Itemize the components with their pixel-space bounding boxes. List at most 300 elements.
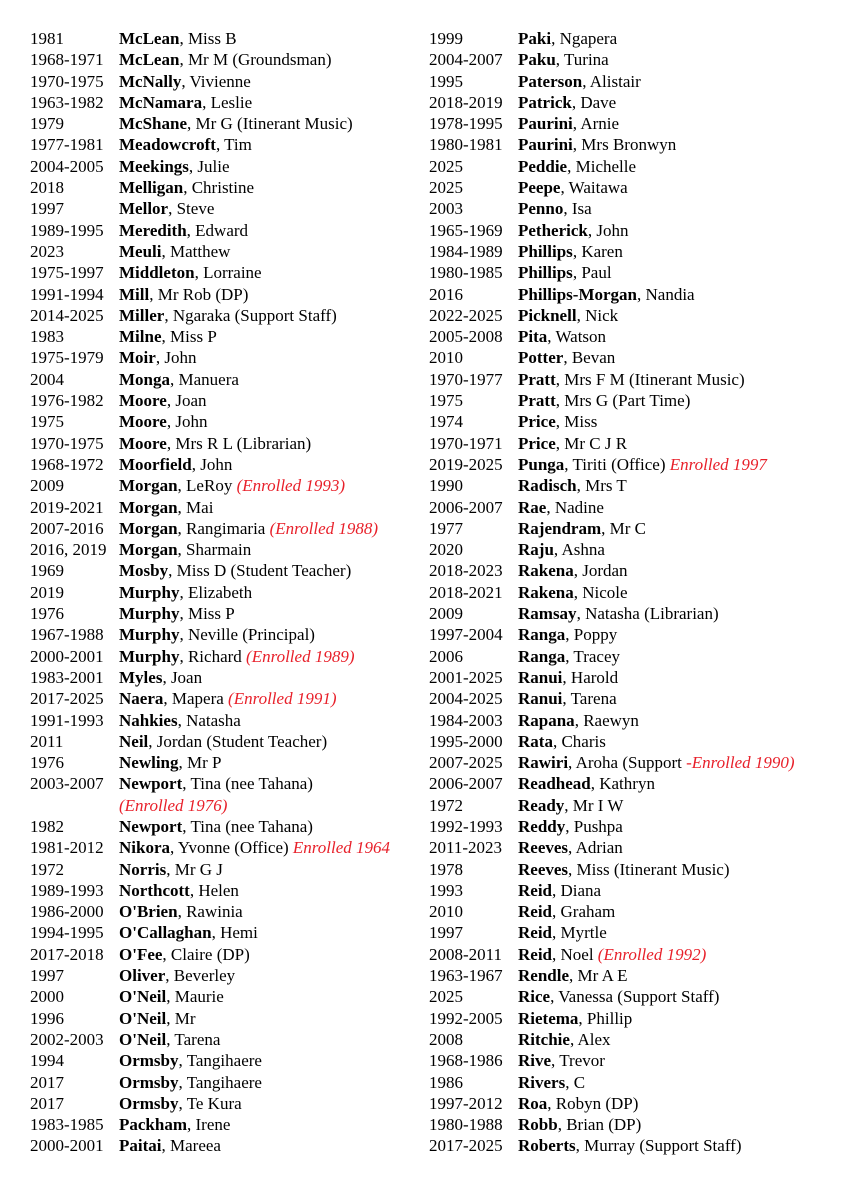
staff-given-name: , Matthew [161,241,231,261]
staff-name [518,731,606,752]
staff-surname: Moore [119,412,167,432]
staff-entry [30,113,422,134]
staff-name [518,241,623,262]
staff-years: 1999 [429,29,463,48]
staff-list-right-column [429,28,839,1157]
staff-years: 2004-2025 [429,689,503,709]
staff-name [518,624,617,645]
staff-given-name: , Phillip [578,1008,633,1028]
staff-name [518,603,719,624]
staff-surname: Murphy [119,582,180,602]
staff-entry [30,901,422,922]
staff-entry [429,326,839,347]
staff-name [119,369,239,390]
staff-years: 1974 [429,412,463,432]
staff-surname: Reeves [518,859,569,879]
staff-surname: Morgan [119,518,178,538]
staff-given-name: , John [166,412,208,432]
staff-surname: Paurini [518,135,573,155]
staff-surname: Morgan [119,476,178,496]
staff-entry [429,411,839,432]
staff-entry-continuation [30,795,422,816]
staff-entry [429,773,839,794]
staff-years: 1980-1981 [429,135,503,155]
staff-surname: Rive [518,1051,552,1071]
staff-surname: Milne [119,327,162,347]
staff-years: 2016 [429,284,463,304]
staff-entry [30,305,422,326]
staff-given-name: , Karen [572,241,623,261]
staff-given-name: , Mr [166,1008,196,1028]
staff-given-name: , Joan [166,391,207,411]
staff-given-name: , Julie [188,156,230,176]
staff-surname: Mosby [119,561,169,581]
staff-entry [30,837,422,858]
staff-given-name: , LeRoy [177,476,237,496]
staff-surname: Meekings [119,156,189,176]
staff-years: 1997-2004 [429,625,503,645]
staff-name [119,560,351,581]
staff-name [119,1029,220,1050]
staff-given-name: , Tracey [565,646,621,666]
staff-entry [30,859,422,880]
staff-given-name: , Ashna [553,540,605,560]
staff-name [119,411,207,432]
staff-entry [429,922,839,943]
staff-surname: McNamara [119,92,203,112]
staff-surname: Peepe [518,178,561,198]
staff-years: 2006 [429,646,463,666]
staff-given-name: , Mr Rob (DP) [149,284,249,304]
staff-given-name: , Rangimaria [177,518,270,538]
staff-surname: Ormsby [119,1072,179,1092]
staff-entry [30,731,422,752]
staff-given-name: , Mr P [178,753,222,773]
staff-given-name: , John [155,348,197,368]
staff-years: 1967-1988 [30,625,104,645]
staff-given-name: , Mr I W [564,795,624,815]
staff-given-name: , Mai [177,497,214,517]
staff-given-name: , Alex [569,1029,611,1049]
staff-years: 2003 [429,199,463,219]
staff-name [119,1008,196,1029]
staff-entry [30,475,422,496]
staff-entry [30,1008,422,1029]
staff-years: 2008-2011 [429,944,503,964]
staff-years: 1992-1993 [429,816,503,836]
staff-given-name: , Mrs R L (Librarian) [166,433,312,453]
staff-name [119,28,237,49]
staff-surname: Rietema [518,1008,579,1028]
staff-given-name: , Tina (nee Tahana) [182,774,313,794]
staff-given-name: , Mr M (Groundsman) [179,50,332,70]
staff-surname: Ramsay [518,604,577,624]
staff-entry [30,710,422,731]
staff-given-name: , Te Kura [178,1093,242,1113]
staff-given-name: , Miss P [161,327,217,347]
staff-name [119,1072,262,1093]
staff-entry [30,603,422,624]
staff-entry [429,134,839,155]
staff-entry [429,1029,839,1050]
enrolled-note: (Enrolled 1991) [228,689,337,709]
staff-name [119,710,241,731]
staff-entry [30,944,422,965]
staff-surname: Ritchie [518,1029,570,1049]
staff-entry [429,369,839,390]
staff-surname: O'Neil [119,1008,167,1028]
staff-given-name: , John [587,220,629,240]
staff-entry [30,92,422,113]
staff-name [518,49,609,70]
staff-surname: Murphy [119,625,180,645]
staff-given-name: , Charis [552,731,606,751]
staff-surname: Reid [518,923,552,943]
staff-name [518,1050,605,1071]
staff-entry [30,220,422,241]
staff-given-name: , Mrs T [576,476,627,496]
staff-years: 1997 [429,923,463,943]
staff-given-name: , Tina (nee Tahana) [182,816,313,836]
staff-years: 1970-1975 [30,71,104,91]
staff-years: 2017-2018 [30,944,104,964]
staff-entry [429,433,839,454]
staff-years: 2007-2025 [429,753,503,773]
staff-entry [30,880,422,901]
staff-given-name: , Ngapera [551,29,618,48]
staff-name [518,582,628,603]
staff-entry [30,1050,422,1071]
staff-name [119,518,378,539]
staff-entry [30,71,422,92]
staff-given-name: , Mareea [161,1136,221,1156]
staff-given-name: , Isa [563,199,592,219]
staff-given-name: , Paul [572,263,612,283]
staff-surname: Rapana [518,710,575,730]
staff-surname: Pita [518,327,548,347]
staff-entry [30,624,422,645]
staff-years: 1994-1995 [30,923,104,943]
staff-given-name: , Tim [215,135,252,155]
staff-entry [429,1135,839,1156]
staff-name [518,134,676,155]
staff-years: 1990 [429,476,463,496]
staff-given-name: , C [565,1072,586,1092]
staff-surname: Pratt [518,391,556,411]
staff-surname: Newport [119,774,183,794]
staff-given-name: , Jordan (Student Teacher) [148,731,328,751]
staff-entry [30,28,422,49]
staff-name [119,71,251,92]
staff-name [119,880,239,901]
staff-name [119,326,217,347]
staff-surname: Murphy [119,646,180,666]
staff-surname: Price [518,433,556,453]
staff-surname: Potter [518,348,564,368]
staff-surname: Norris [119,859,167,879]
staff-years: 1975-1979 [30,348,104,368]
staff-name [119,731,327,752]
staff-years: 2017-2025 [429,1136,503,1156]
staff-entry [429,710,839,731]
staff-name [119,241,230,262]
staff-years: 1970-1977 [429,369,503,389]
staff-years: 2025 [429,156,463,176]
staff-entry [429,475,839,496]
staff-surname: Northcott [119,880,190,900]
staff-years: 2025 [429,987,463,1007]
staff-surname: Pratt [518,369,556,389]
staff-given-name: , Tarena [562,689,617,709]
staff-entry [429,731,839,752]
staff-entry [429,92,839,113]
staff-years: 1982 [30,816,64,836]
staff-surname: Rakena [518,582,574,602]
staff-surname: Readhead [518,774,591,794]
staff-given-name: , Diana [552,880,602,900]
staff-given-name: , Miss D (Student Teacher) [168,561,352,581]
staff-entry [429,859,839,880]
staff-name [119,582,252,603]
staff-years: 2011 [30,731,64,751]
staff-entry [429,1008,839,1029]
staff-surname: Middleton [119,263,195,283]
staff-entry [30,965,422,986]
staff-surname: Moore [119,391,167,411]
staff-years: 1986 [429,1072,463,1092]
staff-name [518,454,767,475]
staff-surname: Reddy [518,816,566,836]
staff-surname: Ranga [518,646,566,666]
staff-name [518,1072,585,1093]
staff-surname: Penno [518,199,564,219]
staff-years: 2004-2005 [30,156,104,176]
staff-entry [30,326,422,347]
staff-years: 2017 [30,1093,64,1113]
staff-years: 2010 [429,348,463,368]
staff-years: 1975-1997 [30,263,104,283]
staff-name [119,795,227,816]
staff-given-name: , Mrs G (Part Time) [555,391,691,411]
staff-surname: Newport [119,816,183,836]
staff-years: 1997 [30,966,64,986]
staff-entry [30,1072,422,1093]
staff-given-name: , Graham [552,902,616,922]
staff-entry [30,347,422,368]
staff-surname: McShane [119,114,187,134]
staff-years: 1978-1995 [429,114,503,134]
staff-given-name: , Miss (Itinerant Music) [568,859,730,879]
staff-given-name: , Maurie [166,987,224,1007]
staff-years: 2022-2025 [429,305,503,325]
staff-entry [30,539,422,560]
staff-name [119,347,196,368]
staff-name [119,262,262,283]
staff-name [119,475,345,496]
staff-name [518,28,617,49]
enrolled-note: (Enrolled 1976) [119,795,228,815]
staff-surname: Petherick [518,220,588,240]
staff-entry [429,305,839,326]
staff-name [119,390,207,411]
staff-surname: Rice [518,987,551,1007]
staff-entry [30,454,422,475]
staff-years: 2020 [429,540,463,560]
staff-entry [429,1093,839,1114]
staff-given-name: , Neville (Principal) [179,625,315,645]
staff-years: 1991-1994 [30,284,104,304]
staff-entry [429,497,839,518]
enrolled-note: (Enrolled 1989) [246,646,355,666]
staff-surname: Peddie [518,156,568,176]
staff-entry [30,262,422,283]
staff-given-name: , Joan [162,667,203,687]
staff-given-name: , Pushpa [565,816,623,836]
staff-entry [30,922,422,943]
staff-years: 1989-1995 [30,220,104,240]
staff-years: 2000 [30,987,64,1007]
staff-years: 2018-2023 [429,561,503,581]
staff-entry [429,965,839,986]
staff-surname: Nikora [119,838,170,858]
staff-years: 1977-1981 [30,135,104,155]
staff-given-name: , Nadine [546,497,604,517]
staff-name [518,1135,742,1156]
enrolled-note: (Enrolled 1993) [236,476,346,496]
staff-years: 1963-1982 [30,92,104,112]
staff-surname: Punga [518,454,565,474]
staff-surname: Nahkies [119,710,178,730]
staff-entry [429,944,839,965]
staff-given-name: , Robyn (DP) [547,1093,639,1113]
staff-entry [30,667,422,688]
staff-given-name: , Nandia [637,284,695,304]
staff-name [518,220,628,241]
staff-entry [30,816,422,837]
staff-years: 1995 [429,71,463,91]
staff-years: 1996 [30,1008,64,1028]
staff-name [119,433,311,454]
staff-years: 1969 [30,561,64,581]
staff-name [119,944,250,965]
staff-surname: Murphy [119,604,180,624]
staff-surname: Meadowcroft [119,135,216,155]
staff-name [518,880,601,901]
staff-surname: Moorfield [119,454,192,474]
staff-given-name: , Noel [552,944,598,964]
staff-surname: Newling [119,753,179,773]
staff-entry [429,1050,839,1071]
staff-years: 1983-2001 [30,667,104,687]
staff-years: 1993 [429,880,463,900]
staff-surname: Naera [119,689,164,709]
staff-years: 2008 [429,1029,463,1049]
staff-name [518,859,730,880]
staff-entry [429,262,839,283]
staff-name [119,113,353,134]
staff-surname: Ormsby [119,1051,179,1071]
staff-name [119,134,252,155]
staff-years: 2005-2008 [429,327,503,347]
staff-surname: O'Neil [119,987,167,1007]
staff-name [518,411,597,432]
staff-surname: Mill [119,284,150,304]
staff-years: 2019 [30,582,64,602]
staff-surname: Phillips-Morgan [518,284,638,304]
staff-name [119,1135,221,1156]
staff-name [119,922,258,943]
staff-surname: Paki [518,29,552,48]
staff-name [119,986,224,1007]
staff-entry [30,1114,422,1135]
staff-name [518,1114,641,1135]
staff-years: 1968-1972 [30,454,104,474]
staff-name [119,156,230,177]
staff-entry [429,1114,839,1135]
staff-surname: Miller [119,305,165,325]
staff-entry [30,49,422,70]
staff-list-left-column [30,28,422,1157]
staff-years: 2006-2007 [429,774,503,794]
staff-name [119,1050,262,1071]
staff-entry [30,518,422,539]
staff-given-name: , Tarena [166,1029,221,1049]
staff-given-name: , Lorraine [194,263,262,283]
staff-given-name: , Beverley [165,966,236,986]
staff-given-name: , Harold [562,667,619,687]
staff-surname: Paku [518,50,556,70]
staff-surname: Moore [119,433,167,453]
staff-name [119,603,235,624]
staff-years: 2003-2007 [30,774,104,794]
staff-given-name: , Helen [189,880,239,900]
staff-given-name: , Steve [168,199,215,219]
staff-years: 2017-2025 [30,689,104,709]
staff-years: 2025 [429,178,463,198]
staff-years: 2017 [30,1072,64,1092]
staff-entry [429,71,839,92]
staff-years: 1992-2005 [429,1008,503,1028]
staff-entry [429,177,839,198]
staff-surname: Rajendram [518,518,602,538]
staff-surname: Meredith [119,220,187,240]
staff-entry [30,1135,422,1156]
staff-years: 1991-1993 [30,710,104,730]
staff-entry [429,816,839,837]
staff-given-name: , Rawinia [177,902,243,922]
staff-name [518,475,627,496]
staff-given-name: , Adrian [568,838,623,858]
staff-entry [429,390,839,411]
staff-name [518,1008,632,1029]
staff-name [518,284,695,305]
staff-surname: Ranui [518,689,563,709]
staff-surname: Oliver [119,966,166,986]
staff-years: 1970-1975 [30,433,104,453]
staff-name [518,369,745,390]
staff-years: 1997 [30,199,64,219]
staff-given-name: , Turina [555,50,609,70]
staff-entry [30,284,422,305]
staff-surname: Rata [518,731,553,751]
staff-years: 2016, 2019 [30,540,107,560]
staff-name [518,646,620,667]
staff-entry [429,901,839,922]
staff-given-name: , Poppy [565,625,618,645]
staff-entry [429,518,839,539]
staff-given-name: , Waitawa [560,178,628,198]
staff-years: 2001-2025 [429,667,503,687]
